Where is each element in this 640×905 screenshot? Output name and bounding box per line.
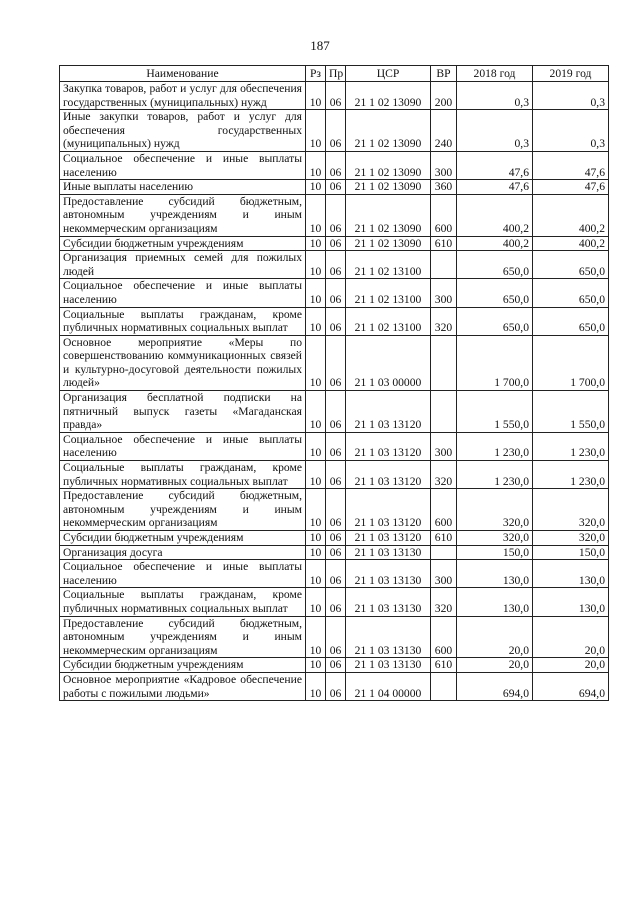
row-rz: 10 bbox=[306, 151, 326, 179]
row-name: Социальные выплаты гражданам, кроме публичных нормативных социальных выплат bbox=[60, 307, 306, 335]
header-2018: 2018 год bbox=[457, 66, 533, 82]
header-vr: ВР bbox=[431, 66, 457, 82]
row-name: Социальные выплаты гражданам, кроме публичных нормативных социальных выплат bbox=[60, 461, 306, 489]
row-name: Иные закупки товаров, работ и услуг для обеспечения государственных (муниципальных) нужд bbox=[60, 110, 306, 152]
table-row bbox=[60, 251, 609, 279]
table-row bbox=[60, 82, 609, 110]
row-pr: 06 bbox=[326, 531, 346, 546]
row-rz: 10 bbox=[306, 110, 326, 152]
row-vr: 600 bbox=[431, 194, 457, 236]
row-name: Основное мероприятие «Кадровое обеспечение работы с пожилыми людьми» bbox=[60, 672, 306, 700]
row-rz: 10 bbox=[306, 236, 326, 251]
row-pr: 06 bbox=[326, 151, 346, 179]
table-row bbox=[60, 560, 609, 588]
row-pr: 06 bbox=[326, 110, 346, 152]
row-pr: 06 bbox=[326, 588, 346, 616]
row-rz: 10 bbox=[306, 616, 326, 658]
row-csr: 21 1 02 13100 bbox=[346, 307, 431, 335]
row-rz: 10 bbox=[306, 307, 326, 335]
row-pr: 06 bbox=[326, 335, 346, 390]
row-value-2019: 694,0 bbox=[533, 672, 609, 700]
row-pr: 06 bbox=[326, 560, 346, 588]
row-vr: 600 bbox=[431, 616, 457, 658]
row-value-2019: 400,2 bbox=[533, 194, 609, 236]
row-pr: 06 bbox=[326, 279, 346, 307]
row-vr: 200 bbox=[431, 82, 457, 110]
row-rz: 10 bbox=[306, 658, 326, 673]
row-value-2018: 650,0 bbox=[457, 307, 533, 335]
table-row bbox=[60, 391, 609, 433]
row-pr: 06 bbox=[326, 616, 346, 658]
table-row bbox=[60, 307, 609, 335]
row-rz: 10 bbox=[306, 82, 326, 110]
row-value-2019: 47,6 bbox=[533, 151, 609, 179]
row-value-2018: 130,0 bbox=[457, 560, 533, 588]
row-name: Предоставление субсидий бюджетным, автономным учреждениям и иным некоммерческим организациям bbox=[60, 616, 306, 658]
row-value-2018: 150,0 bbox=[457, 545, 533, 560]
row-value-2019: 0,3 bbox=[533, 82, 609, 110]
row-rz: 10 bbox=[306, 279, 326, 307]
budget-table bbox=[59, 65, 609, 701]
row-vr: 300 bbox=[431, 279, 457, 307]
row-rz: 10 bbox=[306, 545, 326, 560]
row-name: Организация бесплатной подписки на пятничный выпуск газеты «Магаданская правда» bbox=[60, 391, 306, 433]
table-row bbox=[60, 672, 609, 700]
table-row bbox=[60, 588, 609, 616]
row-pr: 06 bbox=[326, 391, 346, 433]
row-rz: 10 bbox=[306, 560, 326, 588]
row-pr: 06 bbox=[326, 672, 346, 700]
row-pr: 06 bbox=[326, 545, 346, 560]
row-vr: 600 bbox=[431, 489, 457, 531]
row-pr: 06 bbox=[326, 658, 346, 673]
row-rz: 10 bbox=[306, 194, 326, 236]
row-rz: 10 bbox=[306, 588, 326, 616]
row-value-2018: 400,2 bbox=[457, 194, 533, 236]
row-value-2019: 320,0 bbox=[533, 489, 609, 531]
header-2019: 2019 год bbox=[533, 66, 609, 82]
row-value-2018: 47,6 bbox=[457, 180, 533, 195]
row-rz: 10 bbox=[306, 391, 326, 433]
row-csr: 21 1 03 13120 bbox=[346, 489, 431, 531]
row-value-2019: 130,0 bbox=[533, 560, 609, 588]
row-csr: 21 1 03 13120 bbox=[346, 391, 431, 433]
row-vr: 320 bbox=[431, 588, 457, 616]
header-pr: Пр bbox=[326, 66, 346, 82]
row-name: Социальное обеспечение и иные выплаты населению bbox=[60, 560, 306, 588]
row-pr: 06 bbox=[326, 251, 346, 279]
row-name: Организация досуга bbox=[60, 545, 306, 560]
row-rz: 10 bbox=[306, 489, 326, 531]
row-csr: 21 1 02 13090 bbox=[346, 236, 431, 251]
row-csr: 21 1 03 13130 bbox=[346, 616, 431, 658]
row-pr: 06 bbox=[326, 307, 346, 335]
row-pr: 06 bbox=[326, 432, 346, 460]
row-value-2018: 20,0 bbox=[457, 658, 533, 673]
table-row bbox=[60, 461, 609, 489]
row-value-2019: 320,0 bbox=[533, 531, 609, 546]
row-pr: 06 bbox=[326, 82, 346, 110]
row-pr: 06 bbox=[326, 236, 346, 251]
row-value-2018: 20,0 bbox=[457, 616, 533, 658]
row-pr: 06 bbox=[326, 194, 346, 236]
row-vr: 610 bbox=[431, 236, 457, 251]
row-vr: 300 bbox=[431, 432, 457, 460]
row-value-2019: 1 550,0 bbox=[533, 391, 609, 433]
row-vr: 240 bbox=[431, 110, 457, 152]
row-rz: 10 bbox=[306, 461, 326, 489]
row-value-2019: 20,0 bbox=[533, 658, 609, 673]
row-value-2018: 650,0 bbox=[457, 251, 533, 279]
row-value-2018: 130,0 bbox=[457, 588, 533, 616]
row-csr: 21 1 03 13120 bbox=[346, 531, 431, 546]
row-vr: 360 bbox=[431, 180, 457, 195]
table-row bbox=[60, 545, 609, 560]
row-value-2019: 150,0 bbox=[533, 545, 609, 560]
table-row bbox=[60, 531, 609, 546]
row-csr: 21 1 02 13090 bbox=[346, 180, 431, 195]
row-value-2018: 47,6 bbox=[457, 151, 533, 179]
row-value-2019: 650,0 bbox=[533, 251, 609, 279]
row-name: Социальные выплаты гражданам, кроме публичных нормативных социальных выплат bbox=[60, 588, 306, 616]
row-value-2018: 1 700,0 bbox=[457, 335, 533, 390]
row-name: Социальное обеспечение и иные выплаты населению bbox=[60, 151, 306, 179]
row-value-2018: 650,0 bbox=[457, 279, 533, 307]
row-value-2018: 400,2 bbox=[457, 236, 533, 251]
row-value-2019: 650,0 bbox=[533, 279, 609, 307]
row-vr: 320 bbox=[431, 307, 457, 335]
table-row bbox=[60, 335, 609, 390]
row-name: Субсидии бюджетным учреждениям bbox=[60, 658, 306, 673]
row-value-2019: 20,0 bbox=[533, 616, 609, 658]
row-vr: 320 bbox=[431, 461, 457, 489]
row-value-2019: 47,6 bbox=[533, 180, 609, 195]
row-value-2019: 1 230,0 bbox=[533, 432, 609, 460]
table-row bbox=[60, 616, 609, 658]
row-pr: 06 bbox=[326, 489, 346, 531]
table-row bbox=[60, 432, 609, 460]
row-name: Предоставление субсидий бюджетным, автономным учреждениям и иным некоммерческим организациям bbox=[60, 489, 306, 531]
row-name: Иные выплаты населению bbox=[60, 180, 306, 195]
row-vr bbox=[431, 672, 457, 700]
row-pr: 06 bbox=[326, 461, 346, 489]
row-value-2018: 1 230,0 bbox=[457, 432, 533, 460]
row-value-2018: 1 550,0 bbox=[457, 391, 533, 433]
table-header-row bbox=[60, 66, 609, 82]
row-name: Социальное обеспечение и иные выплаты населению bbox=[60, 279, 306, 307]
row-rz: 10 bbox=[306, 251, 326, 279]
row-value-2019: 0,3 bbox=[533, 110, 609, 152]
row-rz: 10 bbox=[306, 531, 326, 546]
row-csr: 21 1 03 13130 bbox=[346, 545, 431, 560]
row-name: Предоставление субсидий бюджетным, автономным учреждениям и иным некоммерческим организациям bbox=[60, 194, 306, 236]
row-csr: 21 1 04 00000 bbox=[346, 672, 431, 700]
row-value-2018: 0,3 bbox=[457, 110, 533, 152]
row-csr: 21 1 02 13090 bbox=[346, 82, 431, 110]
row-vr: 300 bbox=[431, 151, 457, 179]
table-row bbox=[60, 489, 609, 531]
row-value-2018: 320,0 bbox=[457, 531, 533, 546]
row-csr: 21 1 03 13130 bbox=[346, 588, 431, 616]
row-rz: 10 bbox=[306, 672, 326, 700]
row-name: Основное мероприятие «Меры по совершенствованию коммуникационных связей и культурно-досуговой деятельности пожилых людей» bbox=[60, 335, 306, 390]
row-vr: 610 bbox=[431, 531, 457, 546]
row-rz: 10 bbox=[306, 180, 326, 195]
header-name: Наименование bbox=[60, 66, 306, 82]
table-row bbox=[60, 151, 609, 179]
row-value-2019: 400,2 bbox=[533, 236, 609, 251]
row-vr bbox=[431, 335, 457, 390]
row-csr: 21 1 02 13100 bbox=[346, 251, 431, 279]
page-number: 187 bbox=[310, 38, 330, 53]
row-value-2018: 694,0 bbox=[457, 672, 533, 700]
row-csr: 21 1 03 00000 bbox=[346, 335, 431, 390]
row-csr: 21 1 02 13090 bbox=[346, 151, 431, 179]
row-pr: 06 bbox=[326, 180, 346, 195]
row-value-2019: 130,0 bbox=[533, 588, 609, 616]
row-rz: 10 bbox=[306, 335, 326, 390]
header-csr: ЦСР bbox=[346, 66, 431, 82]
row-csr: 21 1 03 13120 bbox=[346, 461, 431, 489]
table-row bbox=[60, 194, 609, 236]
row-vr bbox=[431, 545, 457, 560]
row-value-2018: 320,0 bbox=[457, 489, 533, 531]
row-value-2018: 0,3 bbox=[457, 82, 533, 110]
row-csr: 21 1 02 13090 bbox=[346, 194, 431, 236]
header-rz: Рз bbox=[306, 66, 326, 82]
row-name: Организация приемных семей для пожилых людей bbox=[60, 251, 306, 279]
row-vr bbox=[431, 251, 457, 279]
row-csr: 21 1 02 13090 bbox=[346, 110, 431, 152]
row-value-2019: 1 700,0 bbox=[533, 335, 609, 390]
row-value-2018: 1 230,0 bbox=[457, 461, 533, 489]
row-csr: 21 1 03 13130 bbox=[346, 658, 431, 673]
table-row bbox=[60, 110, 609, 152]
row-csr: 21 1 03 13130 bbox=[346, 560, 431, 588]
row-name: Закупка товаров, работ и услуг для обеспечения государственных (муниципальных) нужд bbox=[60, 82, 306, 110]
row-csr: 21 1 03 13120 bbox=[346, 432, 431, 460]
table-row bbox=[60, 279, 609, 307]
row-value-2019: 650,0 bbox=[533, 307, 609, 335]
row-rz: 10 bbox=[306, 432, 326, 460]
row-name: Социальное обеспечение и иные выплаты населению bbox=[60, 432, 306, 460]
table-row bbox=[60, 236, 609, 251]
row-vr: 300 bbox=[431, 560, 457, 588]
row-value-2019: 1 230,0 bbox=[533, 461, 609, 489]
table-row bbox=[60, 180, 609, 195]
row-vr: 610 bbox=[431, 658, 457, 673]
row-name: Субсидии бюджетным учреждениям bbox=[60, 236, 306, 251]
table-row bbox=[60, 658, 609, 673]
row-name: Субсидии бюджетным учреждениям bbox=[60, 531, 306, 546]
row-csr: 21 1 02 13100 bbox=[346, 279, 431, 307]
row-vr bbox=[431, 391, 457, 433]
